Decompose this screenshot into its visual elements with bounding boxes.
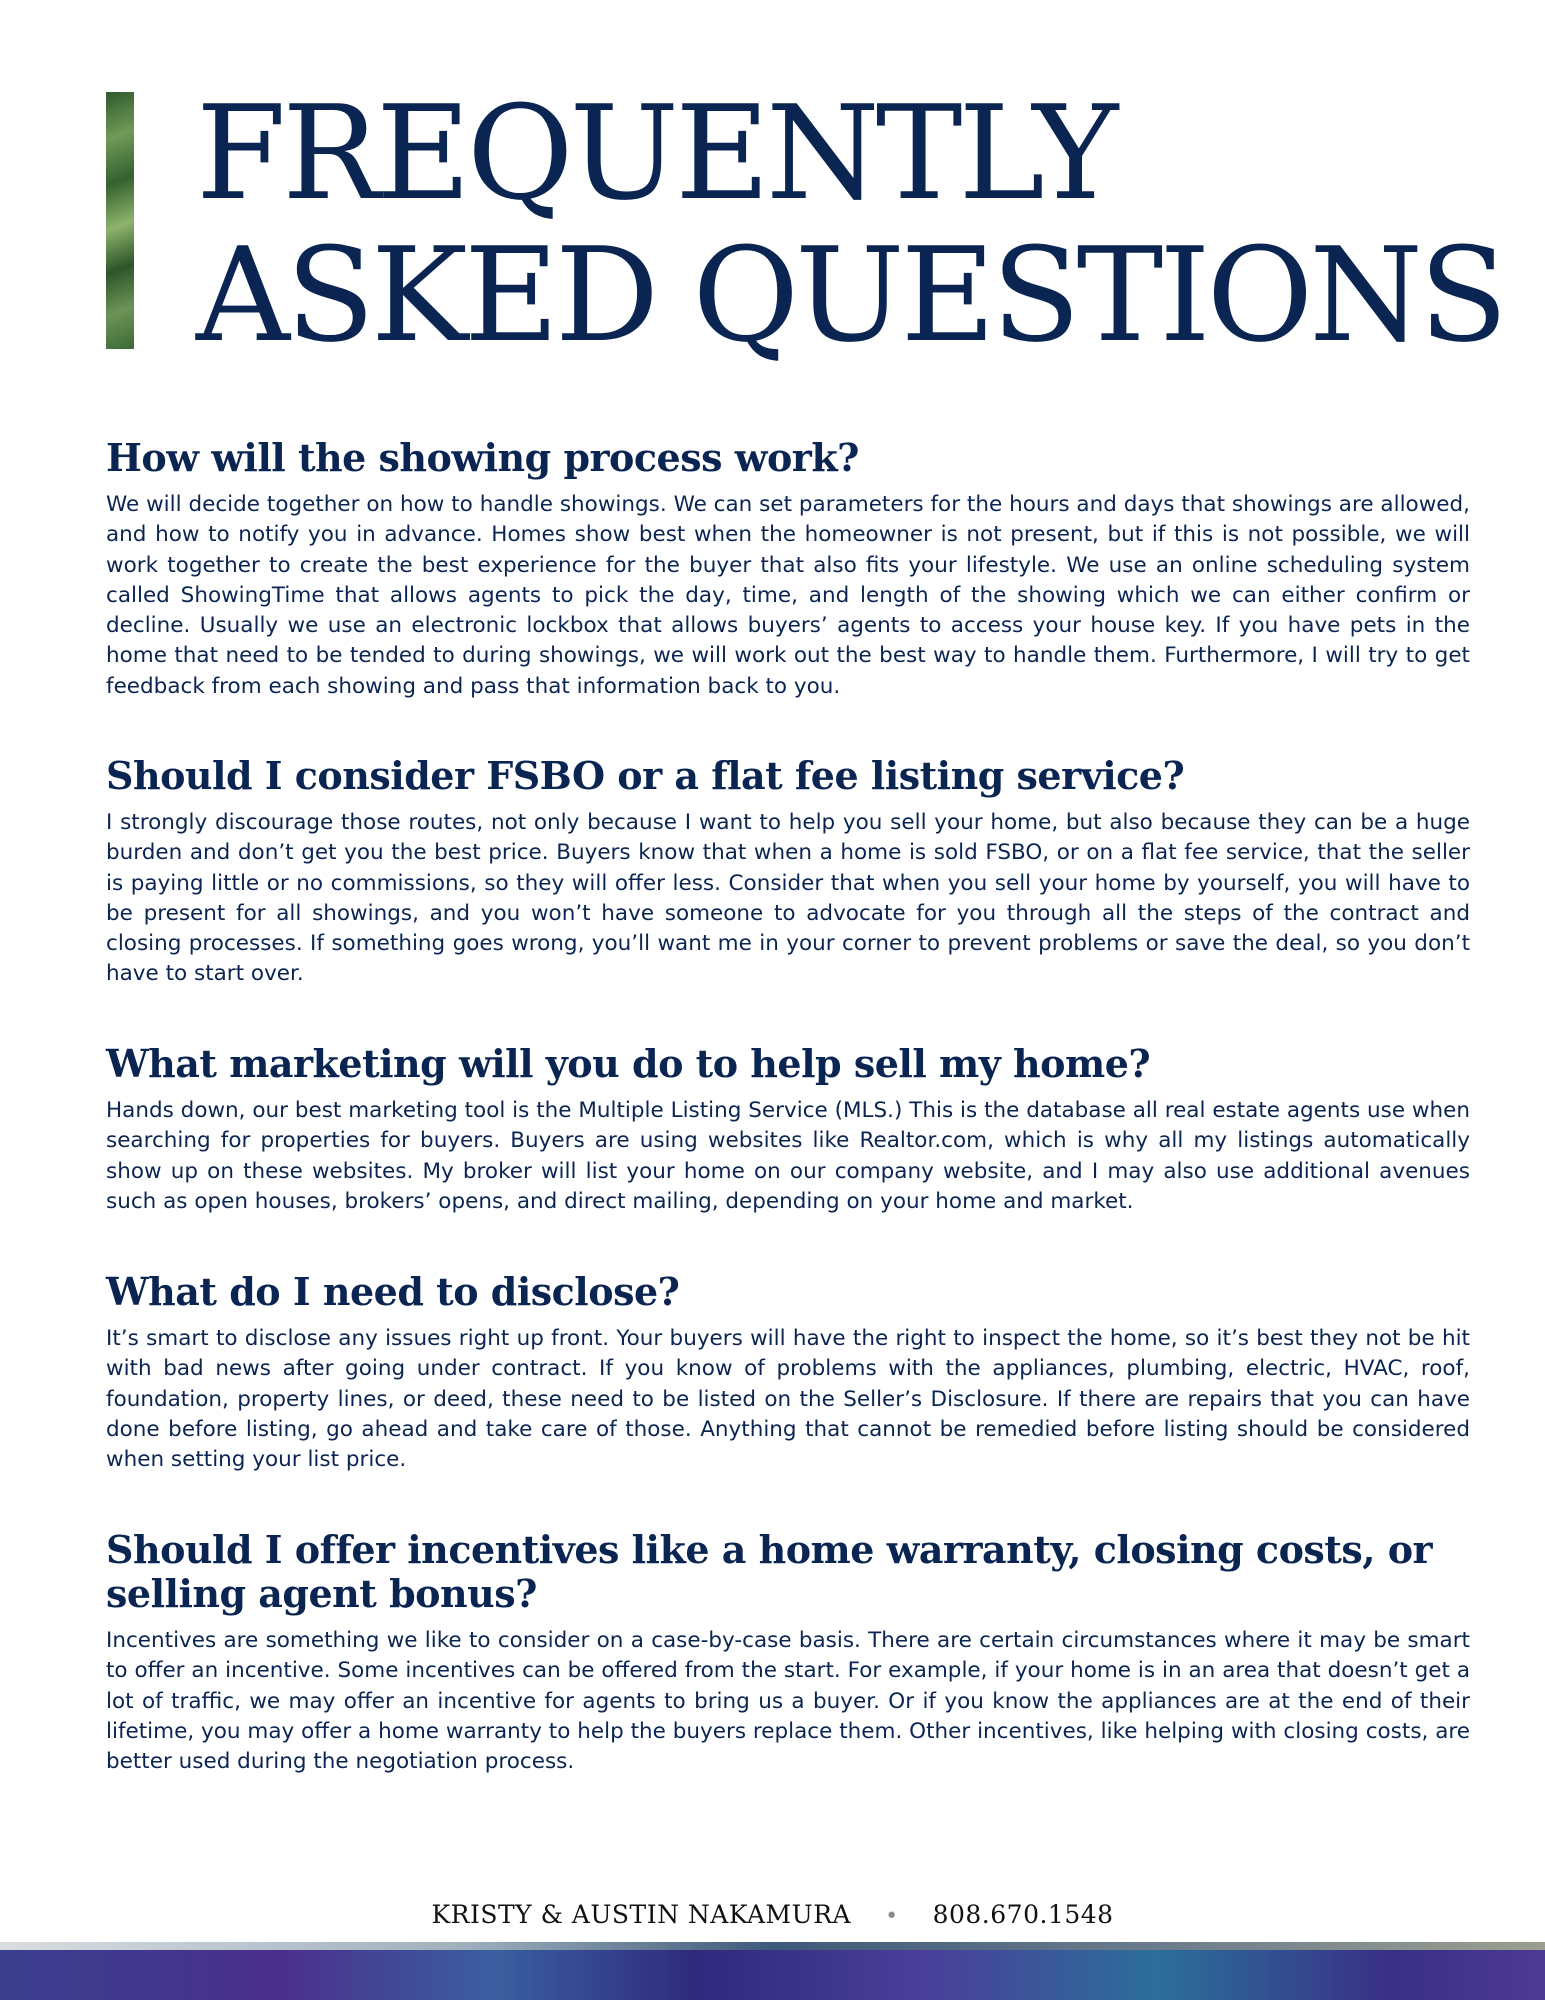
- faq-answer: Hands down, our best marketing tool is the Multiple Listing Service (MLS.) This is the database all real estate agents use when searching for properties for buyers. Buyers are using websites like Realtor.com, which is why all my listings automatically show up on these websites. My broker will list your home on our company website, and I may also use additional avenues such as open houses, brokers’ opens, and direct mailing, depending on your home and market.: [106, 1098, 1470, 1214]
- page-title-line-1: FREQUENTLY: [196, 77, 1115, 229]
- footer-contact: [0, 1900, 1545, 1929]
- faq-item-incentives: [106, 1528, 1470, 1777]
- faq-answer: I strongly discourage those routes, not only because I want to help you sell your home, but also because they can be a huge burden and don’t get you the best price. Buyers know that when a home is sold FSBO, or on a flat fee service, that the seller is paying little or no commissions, so they will offer less. Consider that when you sell your home by yourself, you will have to be present for all showings, and you won’t have someone to advocate for you through all the steps of the contract and closing processes. If something goes wrong, you’ll want me in your corner to prevent problems or save the deal, so you don’t have to start over.: [106, 810, 1470, 987]
- footer-separator-dot: •: [885, 1904, 899, 1929]
- faq-answer: It’s smart to disclose any issues right up front. Your buyers will have the right to inspect the home, so it’s best they not be hit with bad news after going under contract. If you know of problems with the appliances, plumbing, electric, HVAC, roof, foundation, property lines, or deed, these need to be listed on the Seller’s Disclosure. If there are repairs that you can have done before listing, go ahead and take care of those. Anything that cannot be remedied before listing should be considered when setting your list price.: [106, 1326, 1470, 1473]
- faq-question: What marketing will you do to help sell my home?: [106, 1041, 1151, 1086]
- footer-divider: [0, 1942, 1545, 1950]
- footer-agent-names: KRISTY & AUSTIN NAKAMURA: [431, 1900, 852, 1929]
- faq-item-disclose: [106, 1270, 1470, 1475]
- faq-question: Should I offer incentives like a home warranty, closing costs, or selling agent bonus?: [106, 1527, 1433, 1616]
- footer-decorative-band: [0, 1950, 1545, 2000]
- faq-question: What do I need to disclose?: [106, 1269, 680, 1314]
- footer-phone: 808.670.1548: [932, 1900, 1114, 1929]
- faq-question: Should I consider FSBO or a flat fee listing service?: [106, 753, 1185, 798]
- faq-question: How will the showing process work?: [106, 435, 859, 480]
- faq-item-showing-process: [106, 436, 1470, 702]
- faq-answer: We will decide together on how to handle showings. We can set parameters for the hours and days that showings are allowed, and how to notify you in advance. Homes show best when the homeowner is not present, but if this is not possible, we will work together to create the best experience for the buyer that also fits your lifestyle. We use an online scheduling system called ShowingTime that allows agents to pick the day, time, and length of the showing which we can either confirm or decline. Usually we use an electronic lockbox that allows buyers’ agents to access your house key. If you have pets in the home that need to be tended to during showings, we will work out the best way to handle them. Furthermore, I will try to get feedback from each showing and pass that information back to you.: [106, 492, 1470, 699]
- faq-answer: Incentives are something we like to consider on a case-by-case basis. There are certain circumstances where it may be smart to offer an incentive. Some incentives can be offered from the start. For example, if your home is in an area that doesn’t get a lot of traffic, we may offer an incentive for agents to bring us a buyer. Or if you know the appliances are at the end of their lifetime, you may offer a home warranty to help the buyers replace them. Other incentives, like helping with closing costs, are better used during the negotiation process.: [106, 1628, 1470, 1775]
- faq-item-fsbo: [106, 754, 1470, 990]
- page-title-line-2: ASKED QUESTIONS: [196, 219, 1505, 371]
- faq-item-marketing: [106, 1042, 1470, 1217]
- decorative-leaf-bar: [106, 92, 134, 349]
- page-title: [196, 77, 1505, 371]
